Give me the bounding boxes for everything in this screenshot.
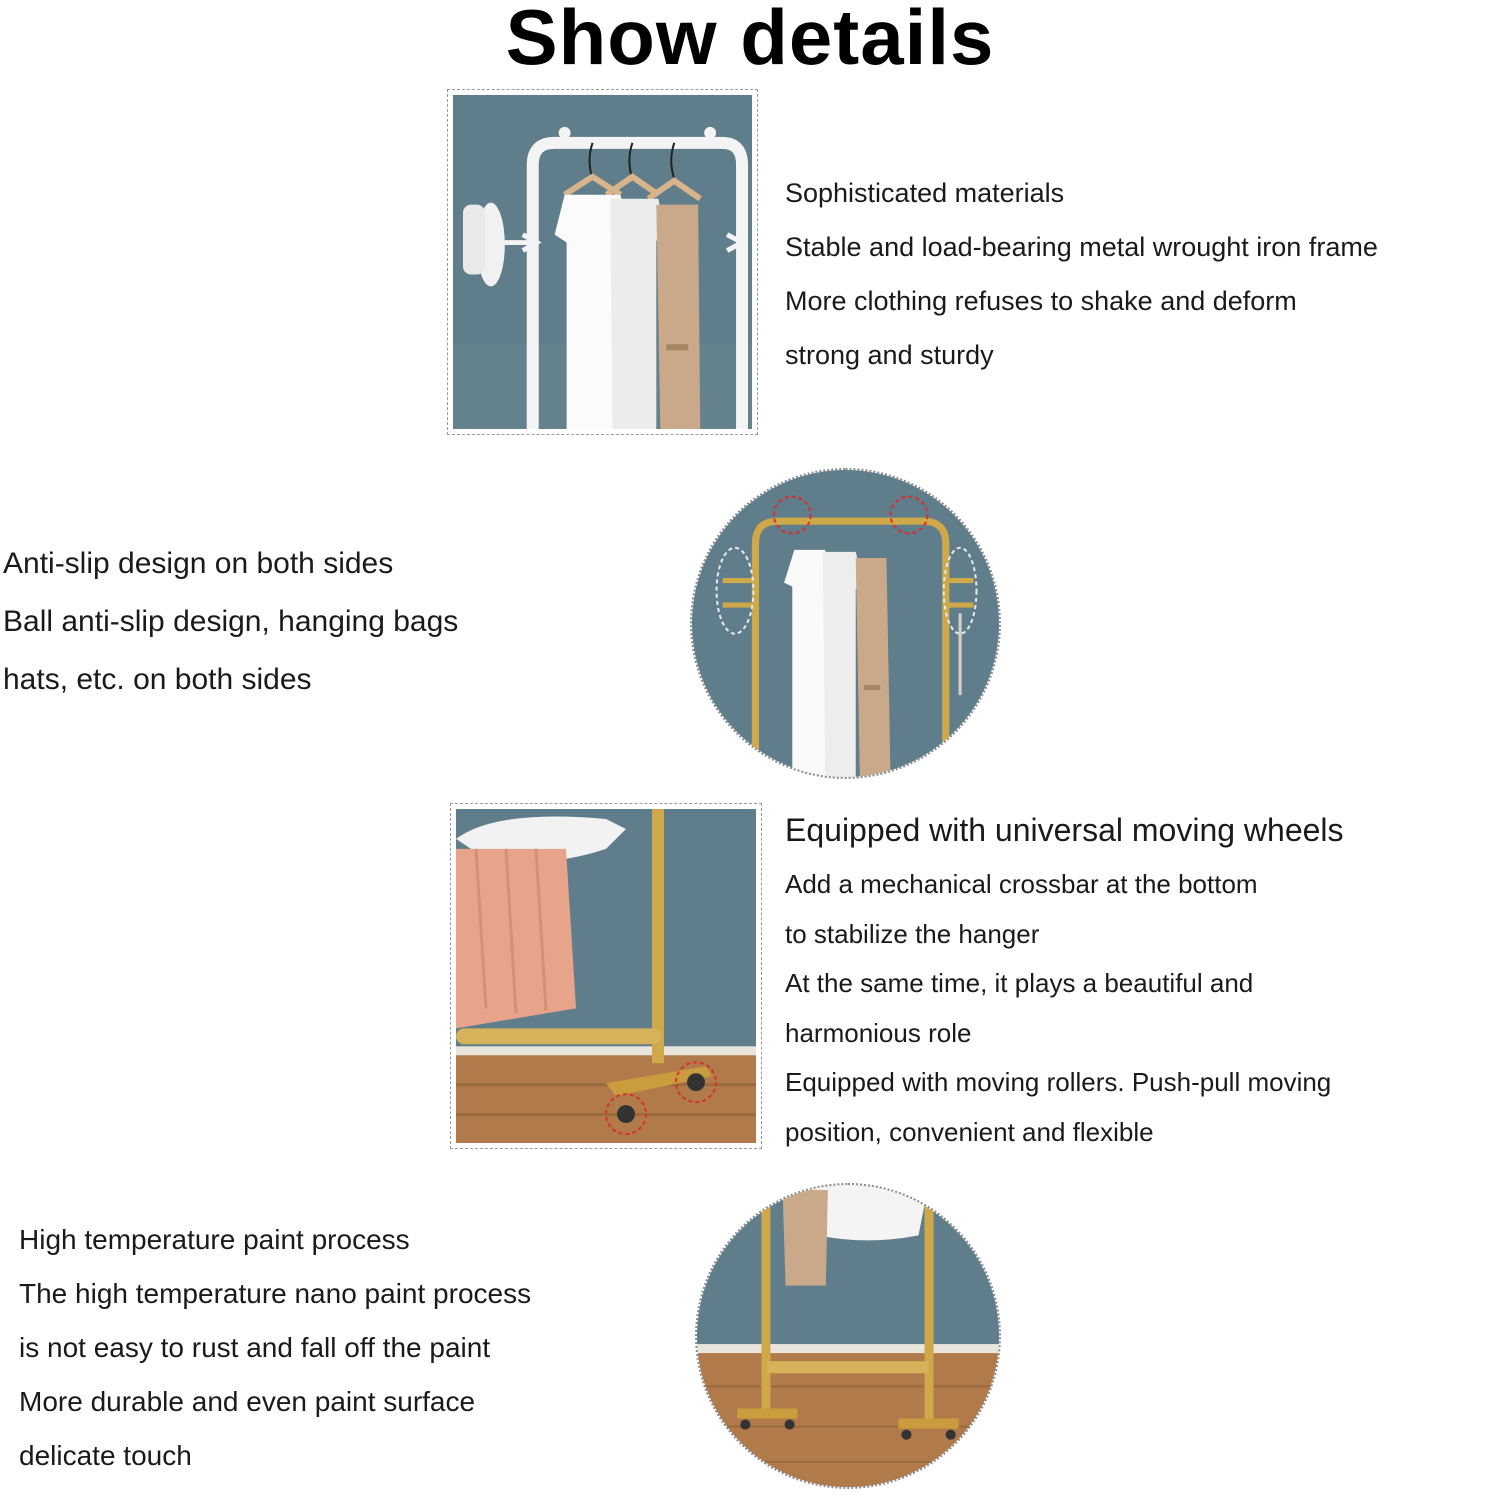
paint-line-2: is not easy to rust and fall off the paint bbox=[19, 1332, 491, 1363]
anti-slip-line-1: Ball anti-slip design, hanging bags bbox=[3, 605, 459, 638]
white-rack-photo bbox=[447, 89, 758, 435]
wheels-photo bbox=[450, 803, 762, 1149]
paint-line-3: More durable and even paint surface bbox=[19, 1386, 476, 1417]
paint-finish-circle-photo bbox=[695, 1183, 1001, 1489]
materials-line-1: Stable and load-bearing metal wrought iron frame bbox=[785, 232, 1378, 262]
paint-line-1: The high temperature nano paint process bbox=[19, 1278, 532, 1309]
anti-slip-heading: Anti-slip design on both sides bbox=[3, 547, 394, 580]
paint-heading: High temperature paint process bbox=[19, 1224, 410, 1255]
materials-line-2: More clothing refuses to shake and deform bbox=[785, 286, 1297, 316]
wheels-heading: Equipped with universal moving wheels bbox=[785, 812, 1344, 848]
wheels-line-1: to stabilize the hanger bbox=[785, 918, 1040, 949]
anti-slip-line-2: hats, etc. on both sides bbox=[3, 663, 312, 696]
wheels-line-3: harmonious role bbox=[785, 1017, 972, 1048]
page-title: Show details bbox=[505, 0, 995, 81]
wheels-line-5: position, convenient and flexible bbox=[785, 1116, 1154, 1147]
gold-rack-circle-photo bbox=[690, 468, 1001, 779]
wheels-line-4: Equipped with moving rollers. Push-pull moving bbox=[785, 1067, 1332, 1097]
materials-line-3: strong and sturdy bbox=[785, 340, 994, 370]
wheels-line-0: Add a mechanical crossbar at the bottom bbox=[785, 869, 1258, 899]
paint-line-4: delicate touch bbox=[19, 1440, 192, 1471]
materials-heading: Sophisticated materials bbox=[785, 178, 1065, 208]
wheels-line-2: At the same time, it plays a beautiful and bbox=[785, 968, 1254, 998]
